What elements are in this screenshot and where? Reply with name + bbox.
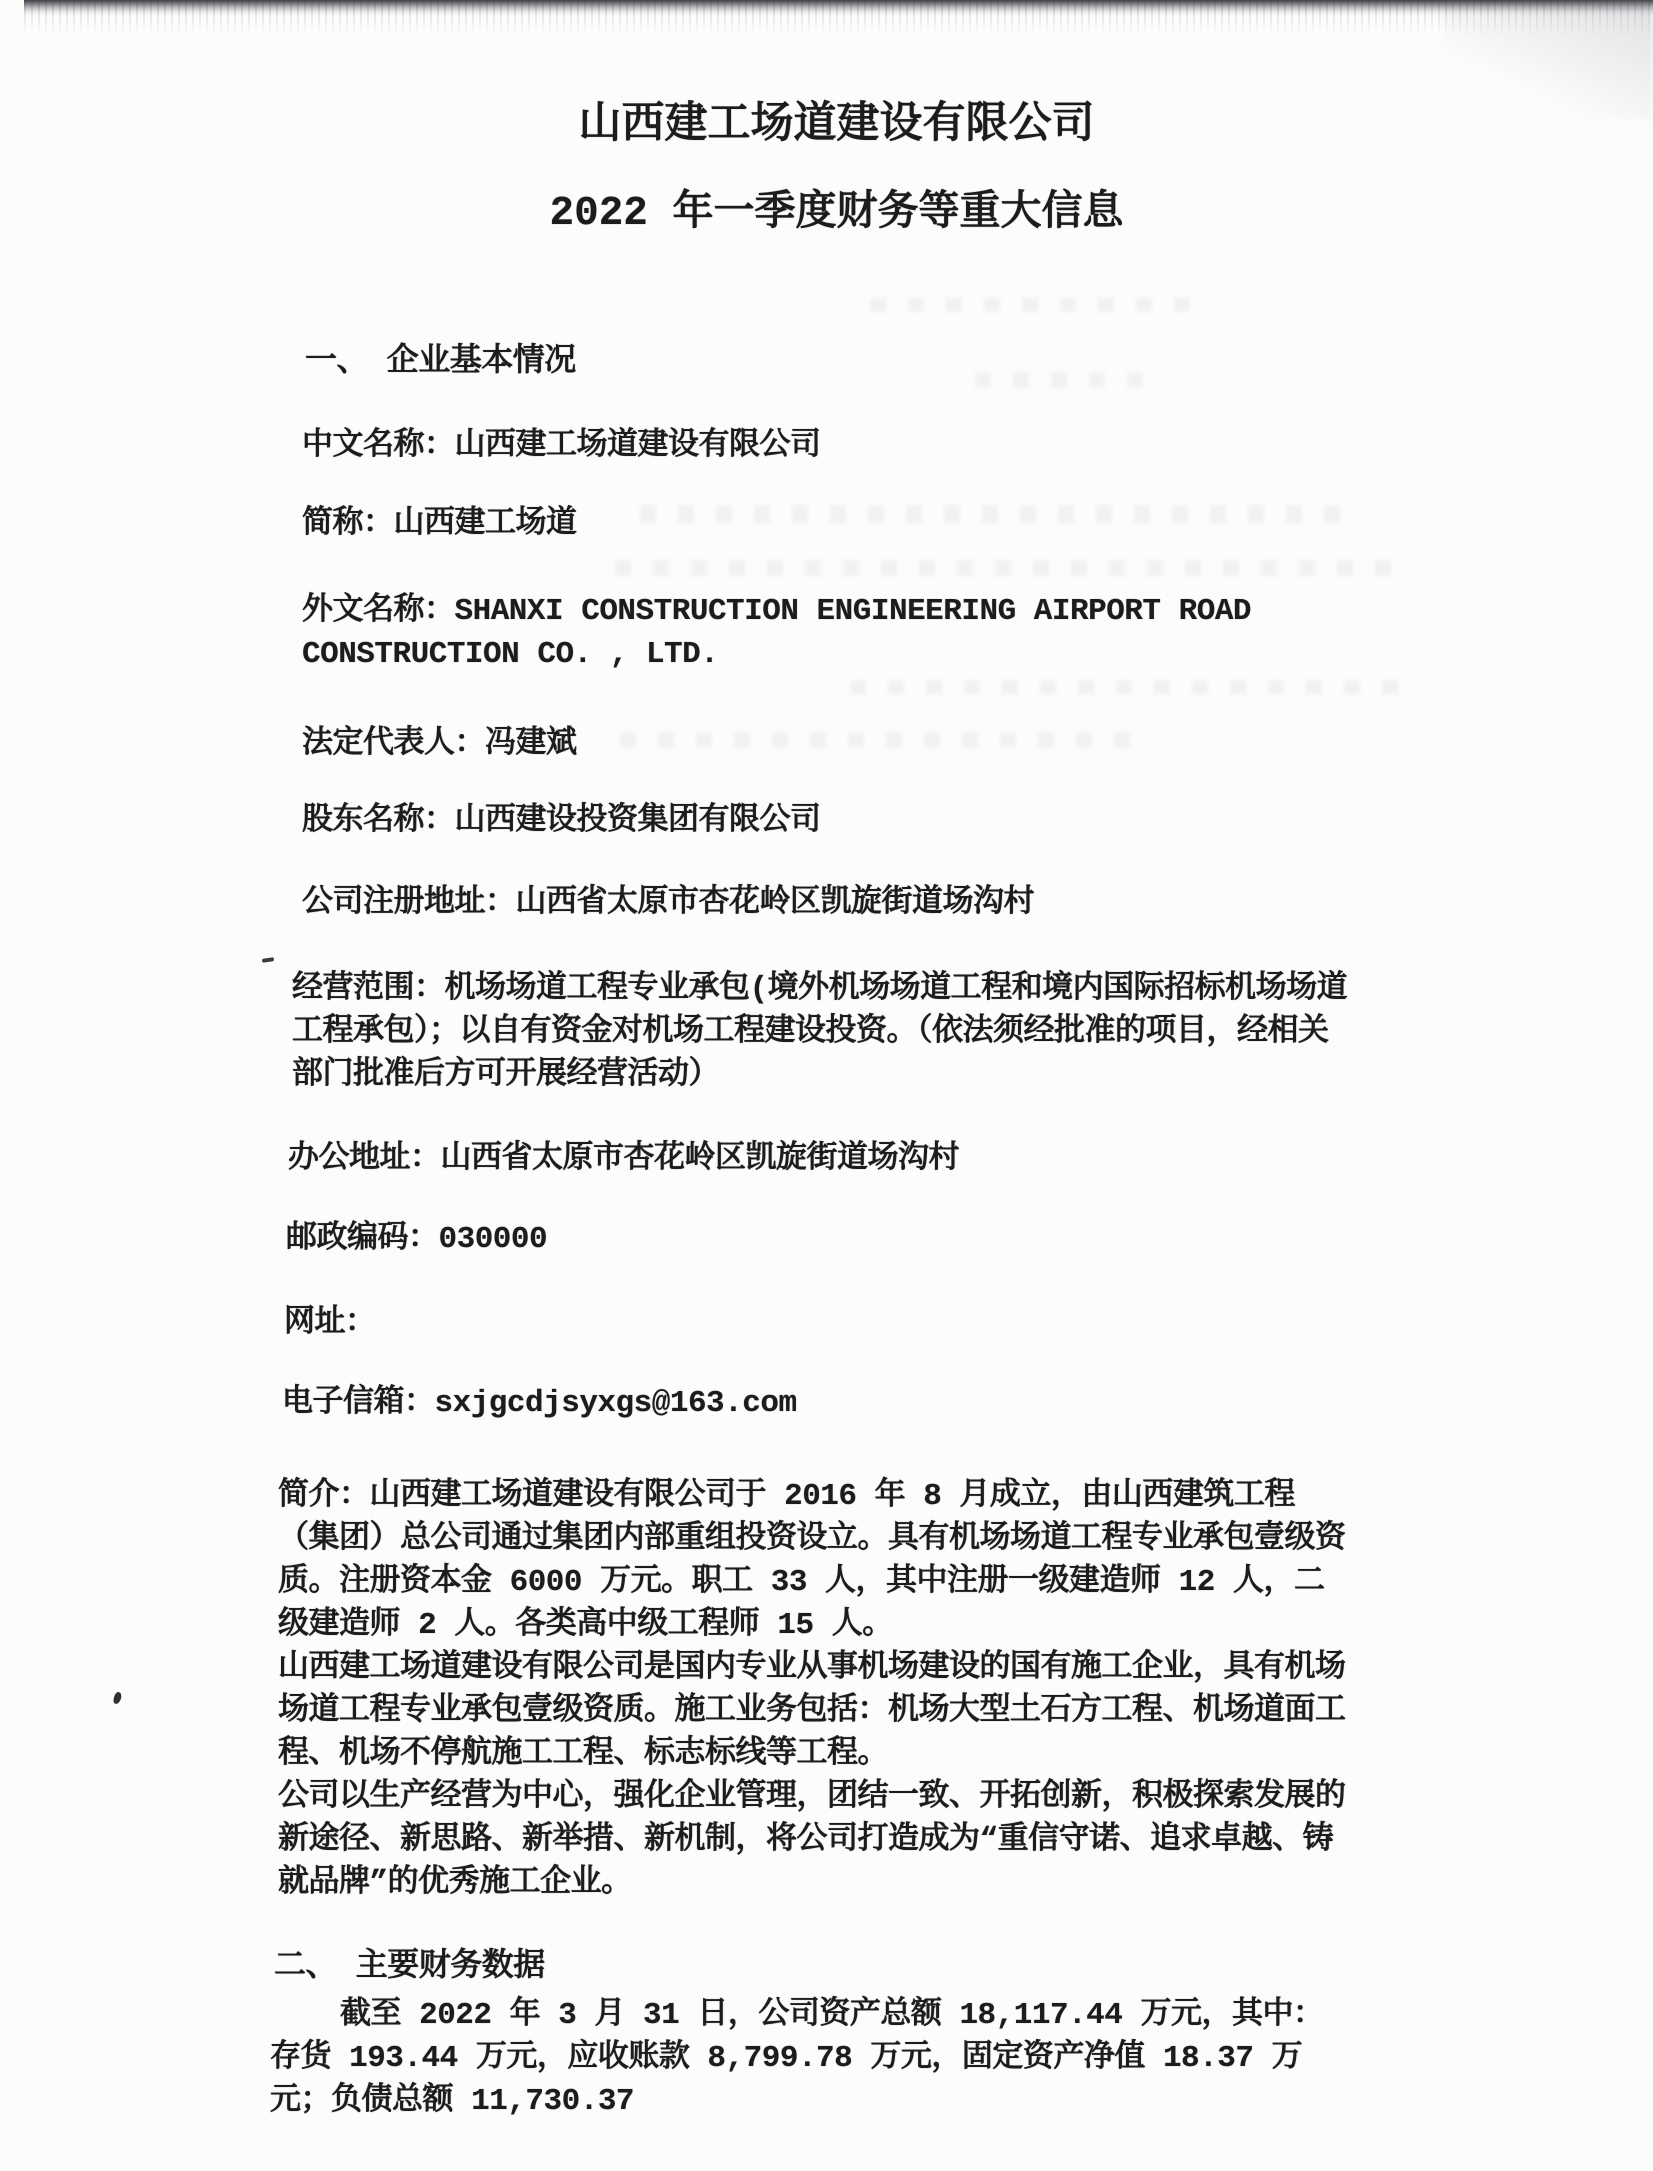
scanner-corner-shadow: [1443, 0, 1653, 120]
ink-speck: [113, 1691, 123, 1704]
field-value: 冯建斌: [485, 727, 577, 762]
field-value: 山西建工场道建设有限公司: [454, 429, 821, 464]
profile-paragraph-intro: 简介：山西建工场道建设有限公司于 2016 年 8 月成立，由山西建筑工程（集团）总公司通过集团内部重组投资设立。具有机场场道工程专业承包壹级资质。注册资本金 6000 万元。职工 33 人，其中注册一级建造师 12 人，二级建造师 2 人。各类高中级工程师 15 人。: [278, 1479, 1346, 1643]
field-value: SHANXI CONSTRUCTION ENGINEERING AIRPORT ROAD CONSTRUCTION CO. , LTD.: [302, 594, 1252, 672]
field-row-postal-code: [286, 1218, 1353, 1261]
field-label: 外文名称：: [302, 594, 455, 629]
field-row-chinese-name: [302, 425, 1353, 468]
field-value: 山西建工场道: [393, 507, 577, 542]
document-content: [270, 0, 1353, 2123]
field-value: 山西省太原市杏花岭区凯旋街道场沟村: [515, 886, 1034, 921]
field-row-short-name: [302, 503, 1353, 546]
section-heading-basic-info: 一、 企业基本情况: [305, 343, 576, 380]
field-row-english-name: [302, 590, 1353, 676]
financial-summary-text: 截至 2022 年 3 月 31 日，公司资产总额 18,117.44 万元，其中：存货 193.44 万元，应收账款 8,799.78 万元，固定资产净值 18.37 万元；负债总额 11,730.37: [270, 1998, 1324, 2119]
field-value: 030000: [438, 1222, 548, 1257]
field-label: 公司注册地址：: [302, 886, 516, 921]
field-value: sxjgcdjsyxgs@163.com: [434, 1386, 797, 1421]
field-row-shareholder: [302, 800, 1353, 843]
field-value: 山西建设投资集团有限公司: [454, 804, 821, 839]
field-value: 山西省太原市杏花岭区凯旋街道场沟村: [440, 1142, 959, 1177]
field-row-registered-address: [302, 882, 1353, 925]
profile-paragraph-business: 山西建工场道建设有限公司是国内专业从事机场建设的国有施工企业，具有机场场道工程专业承包壹级资质。施工业务包括：机场大型土石方工程、机场道面工程、机场不停航施工工程、标志标线等工程。: [278, 1651, 1346, 1772]
field-label: 邮政编码：: [286, 1222, 439, 1257]
field-row-website: [284, 1302, 1353, 1345]
field-label: 网址：: [284, 1306, 376, 1341]
field-label: 电子信箱：: [282, 1386, 435, 1421]
field-row-legal-representative: [302, 723, 1353, 766]
section-heading-financial-data: 二、 主要财务数据: [274, 1948, 545, 1985]
field-label: 办公地址：: [288, 1142, 441, 1177]
document-subtitle: 2022 年一季度财务等重大信息: [549, 191, 1124, 237]
field-row-email: [282, 1382, 1353, 1425]
field-row-office-address: [288, 1138, 1353, 1181]
field-label: 简称：: [302, 507, 394, 542]
document-title: 山西建工场道建设有限公司: [578, 101, 1095, 150]
company-profile: [278, 1475, 1353, 1905]
field-label: 法定代表人：: [302, 727, 485, 762]
field-row-business-scope: [292, 968, 1353, 1097]
field-value: 机场场道工程专业承包(境外机场场道工程和境内国际招标机场场道工程承包）；以自有资金对机场工程建设投资。（依法须经批准的项目，经相关部门批准后方可开展经营活动）: [292, 972, 1348, 1093]
field-label: 中文名称：: [302, 429, 455, 464]
profile-paragraph-vision: 公司以生产经营为中心，强化企业管理，团结一致、开拓创新，积极探索发展的新途径、新思路、新举措、新机制，将公司打造成为“重信守诺、追求卓越、铸就品牌”的优秀施工企业。: [278, 1780, 1346, 1901]
field-label: 股东名称：: [302, 804, 455, 839]
field-label: 经营范围：: [292, 972, 445, 1007]
